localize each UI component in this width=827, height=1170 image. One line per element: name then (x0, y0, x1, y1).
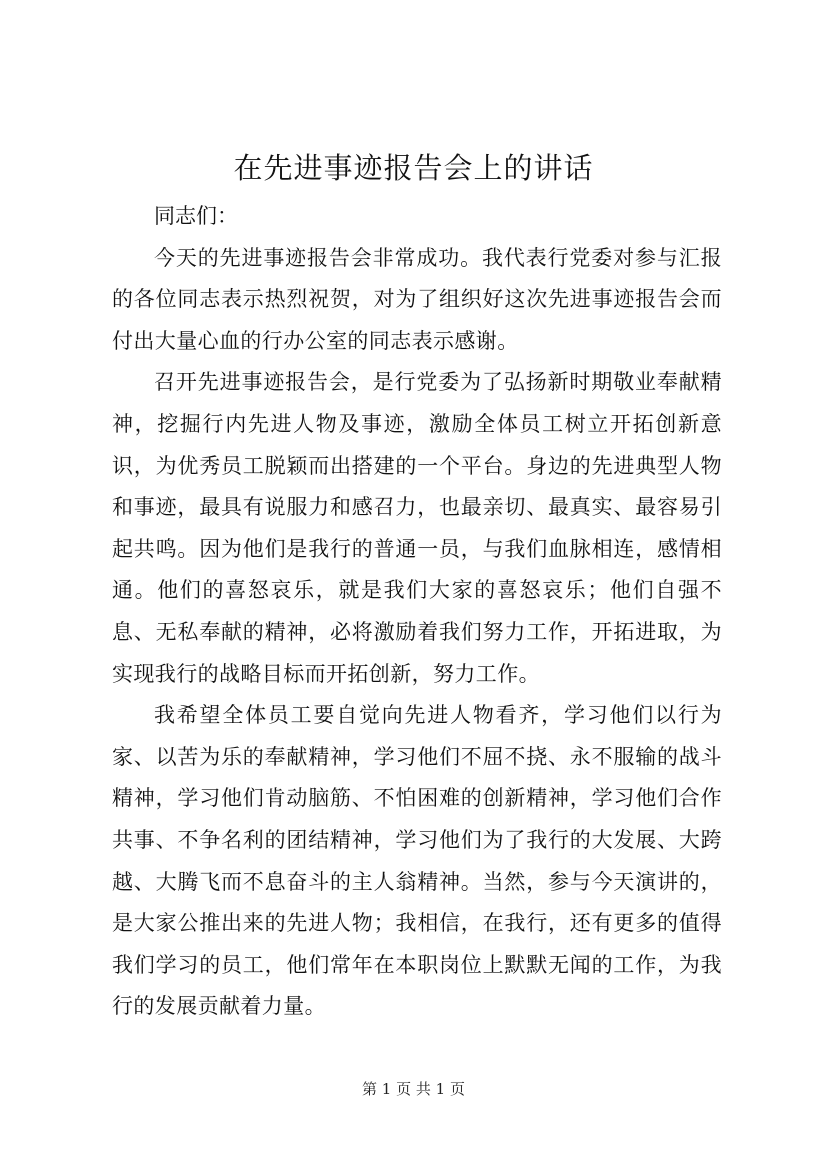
salutation: 同志们： (154, 204, 238, 228)
paragraph-1: 今天的先进事迹报告会非常成功。我代表行党委对参与汇报的各位同志表示热烈祝贺，对为了组织好这次先进事迹报告会而付出大量心血的行办公室的同志表示感谢。 (112, 245, 722, 353)
paragraph-2: 召开先进事迹报告会，是行党委为了弘扬新时期敬业奉献精神，挖掘行内先进人物及事迹，激励全体员工树立开拓创新意识，为优秀员工脱颖而出搭建的一个平台。身边的先进典型人物和事迹，最具有说服力和感召力，也最亲切、最真实、最容易引起共鸣。因为他们是我行的普通一员，与我们血脉相连，感情相通。他们的喜怒哀乐，就是我们大家的喜怒哀乐；他们自强不息、无私奉献的精神，必将激励着我们努力工作，开拓进取，为实现我行的战略目标而开拓创新，努力工作。 (112, 370, 722, 686)
page-footer: 第 1 页 共 1 页 (362, 1080, 465, 1098)
paragraph-3: 我希望全体员工要自觉向先进人物看齐，学习他们以行为家、以苦为乐的奉献精神，学习他们不屈不挠、永不服输的战斗精神，学习他们肯动脑筋、不怕困难的创新精神，学习他们合作共事、不争名利的团结精神，学习他们为了我行的大发展、大跨越、大腾飞而不息奋斗的主人翁精神。当然，参与今天演讲的，是大家公推出来的先进人物；我相信，在我行，还有更多的值得我们学习的员工，他们常年在本职岗位上默默无闻的工作，为我行的发展贡献着力量。 (112, 703, 722, 1019)
document-body (112, 196, 722, 1028)
document-title: 在先进事迹报告会上的讲话 (233, 151, 594, 185)
